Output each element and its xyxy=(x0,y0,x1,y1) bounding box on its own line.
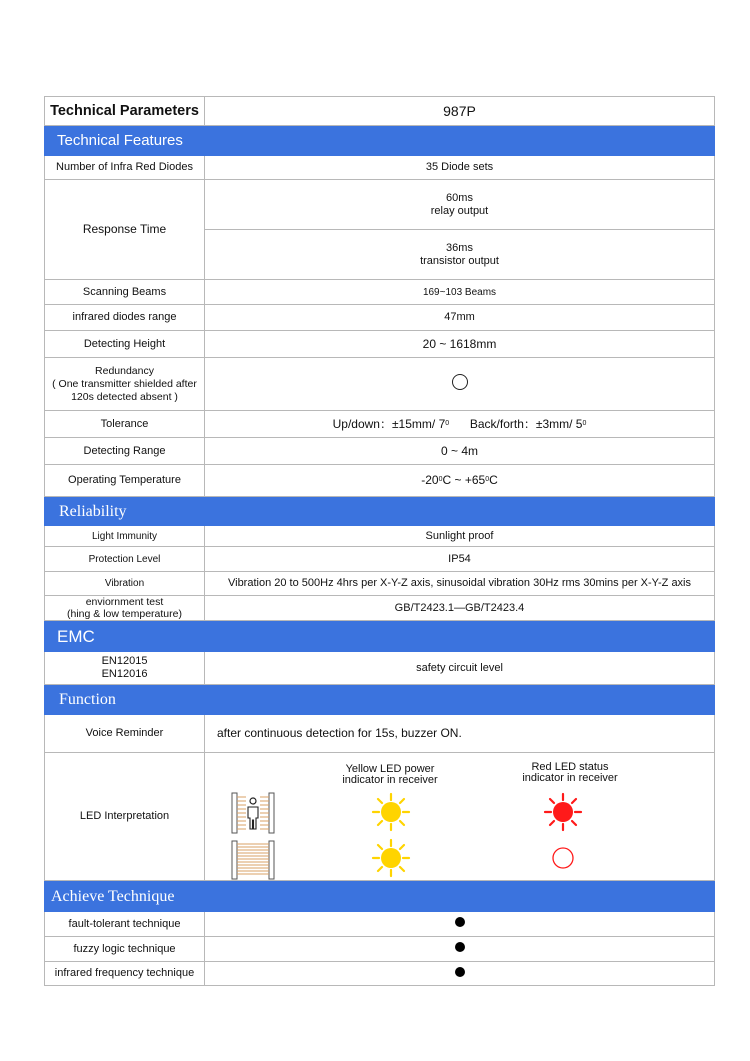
led-interpretation-cell xyxy=(205,753,715,881)
row-value xyxy=(205,358,715,411)
table-row xyxy=(45,156,715,180)
row-label: Light Immunity xyxy=(45,526,205,547)
degree-mark: 0 xyxy=(445,419,450,427)
row-label xyxy=(45,652,205,685)
row-label: infrared diodes range xyxy=(45,305,205,331)
section-title: Function xyxy=(45,685,715,715)
row-label: Protection Level xyxy=(45,547,205,572)
row-label: Response Time xyxy=(45,180,205,280)
row-value: safety circuit level xyxy=(205,652,715,685)
section-emc xyxy=(45,621,715,652)
table-row xyxy=(45,912,715,937)
row-label xyxy=(45,358,205,411)
red-led-off-icon xyxy=(551,846,575,870)
row-label: Detecting Range xyxy=(45,438,205,465)
row-label: fuzzy logic technique xyxy=(45,937,205,962)
table-row-redundancy xyxy=(45,358,715,411)
redundancy-line: Redundancy xyxy=(95,364,154,377)
caption-line: Yellow LED power xyxy=(345,762,435,775)
table-row xyxy=(45,572,715,596)
section-achieve-technique xyxy=(45,881,715,912)
row-value: Sunlight proof xyxy=(205,526,715,547)
row-label: Number of Infra Red Diodes xyxy=(45,156,205,180)
filled-dot-icon xyxy=(455,917,465,927)
led-diagram xyxy=(205,754,714,880)
caption-line: Red LED status xyxy=(531,760,609,773)
section-technical-features xyxy=(45,126,715,156)
row-label xyxy=(45,596,205,621)
row-label: fault-tolerant technique xyxy=(45,912,205,937)
row-value: Vibration 20 to 500Hz 4hrs per X-Y-Z axis, sinusoidal vibration 30Hz rms 30mins per X-Y-Z axis xyxy=(205,572,715,596)
row-label: Detecting Height xyxy=(45,331,205,358)
filled-dot-icon xyxy=(455,942,465,952)
row-value xyxy=(205,411,715,438)
light-curtain-blocked-icon xyxy=(231,792,275,834)
relay-output-cell xyxy=(205,180,714,229)
table-row xyxy=(45,596,715,621)
temp-part: C ~ +65 xyxy=(442,473,486,487)
row-value xyxy=(205,937,715,962)
row-value: 35 Diode sets xyxy=(205,156,715,180)
row-label: Vibration xyxy=(45,572,205,596)
transistor-time: 36ms xyxy=(446,241,473,254)
table-row-response-time xyxy=(45,180,715,280)
redundancy-line: 120s detected absent ) xyxy=(71,390,178,403)
red-led-caption xyxy=(505,762,635,784)
row-value: 20 ~ 1618mm xyxy=(205,331,715,358)
temp-part: -20 xyxy=(421,473,439,487)
row-label: Operating Temperature xyxy=(45,465,205,497)
row-label: LED Interpretation xyxy=(45,753,205,881)
table-row xyxy=(45,962,715,986)
row-label: Tolerance xyxy=(45,411,205,438)
row-label: Scanning Beams xyxy=(45,280,205,305)
row-value xyxy=(205,465,715,497)
row-value: after continuous detection for 15s, buzzer ON. xyxy=(205,715,715,753)
hollow-circle-icon xyxy=(452,374,468,390)
table-row xyxy=(45,411,715,438)
table-row xyxy=(45,305,715,331)
section-reliability xyxy=(45,497,715,526)
table-row xyxy=(45,465,715,497)
section-function xyxy=(45,685,715,715)
degree-mark: 0 xyxy=(485,476,490,483)
filled-dot-icon xyxy=(455,967,465,977)
response-split xyxy=(205,180,714,279)
redundancy-line: ( One transmitter shielded after xyxy=(52,377,197,390)
model-name: 987P xyxy=(205,97,715,126)
table-row xyxy=(45,331,715,358)
row-value: 0 ~ 4m xyxy=(205,438,715,465)
table-row xyxy=(45,715,715,753)
table-row xyxy=(45,438,715,465)
yellow-led-on-icon xyxy=(371,838,411,878)
transistor-output-cell xyxy=(205,229,714,279)
transistor-type: transistor output xyxy=(420,254,499,267)
row-label: infrared frequency technique xyxy=(45,962,205,986)
env-label-line: (hing & low temperature) xyxy=(67,608,182,620)
table-row xyxy=(45,526,715,547)
row-value: 47mm xyxy=(205,305,715,331)
caption-line: indicator in receiver xyxy=(342,773,438,786)
relay-time: 60ms xyxy=(446,191,473,204)
section-title: Reliability xyxy=(45,497,715,526)
section-title: Technical Features xyxy=(45,126,715,156)
table-row xyxy=(45,280,715,305)
yellow-led-caption xyxy=(335,764,445,786)
section-title: Achieve Technique xyxy=(45,881,715,912)
relay-type: relay output xyxy=(430,204,489,217)
row-value: IP54 xyxy=(205,547,715,572)
degree-mark: 0 xyxy=(438,476,443,483)
row-value xyxy=(205,962,715,986)
yellow-led-on-icon xyxy=(371,792,411,832)
parameters-table xyxy=(44,96,715,986)
temp-part: C xyxy=(489,473,498,487)
row-value: 169~103 Beams xyxy=(205,280,715,305)
header-label: Technical Parameters xyxy=(45,97,205,126)
row-value xyxy=(205,912,715,937)
light-curtain-clear-icon xyxy=(231,840,275,880)
emc-standard: EN12016 xyxy=(101,668,148,680)
table-row xyxy=(45,652,715,685)
tolerance-updown: Up/down：±15mm/ 7 xyxy=(332,416,446,431)
row-label: Voice Reminder xyxy=(45,715,205,753)
technical-parameters-sheet xyxy=(44,96,714,986)
header-row xyxy=(45,97,715,126)
degree-mark: 0 xyxy=(582,419,587,427)
section-title: EMC xyxy=(45,621,715,652)
row-value: GB/T2423.1—GB/T2423.4 xyxy=(205,596,715,621)
caption-line: indicator in receiver xyxy=(522,771,618,784)
tolerance-backforth: Back/forth：±3mm/ 5 xyxy=(469,416,583,431)
emc-standard: EN12015 xyxy=(101,655,148,667)
red-led-on-icon xyxy=(543,792,583,832)
env-label-line: enviornment test xyxy=(85,596,164,608)
table-row xyxy=(45,937,715,962)
table-row xyxy=(45,547,715,572)
table-row-led xyxy=(45,753,715,881)
